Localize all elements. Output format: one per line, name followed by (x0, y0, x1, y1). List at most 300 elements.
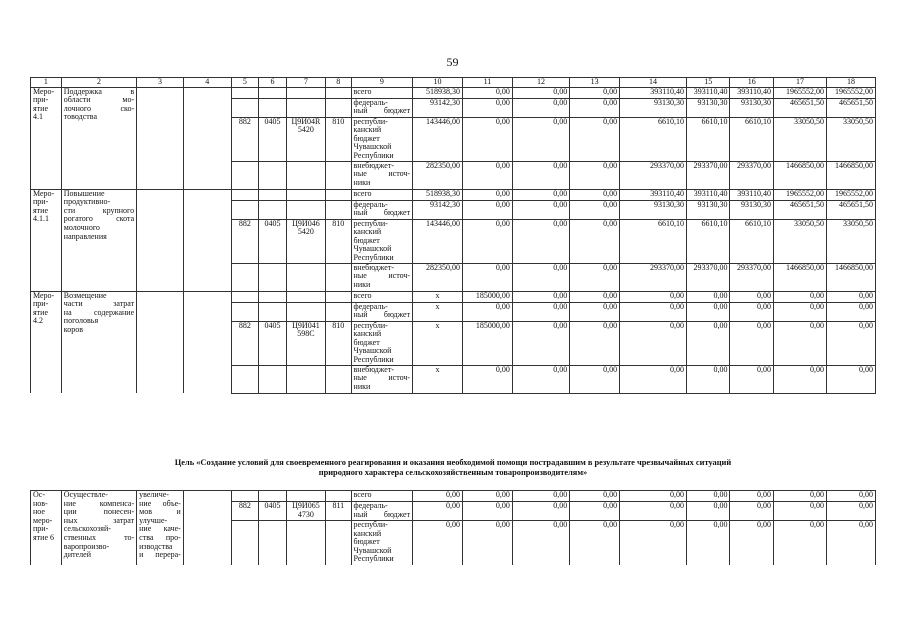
event-target-indicator (137, 491, 184, 565)
event-id-line: Ос- (33, 490, 45, 499)
column-number: 1 (31, 78, 62, 88)
amount-cell: 0,00 (512, 502, 569, 521)
funding-source (351, 365, 413, 393)
amount-cell: 282350,00 (413, 263, 463, 291)
funding-source-line: канский (353, 528, 382, 538)
amount-cell: 185000,00 (462, 291, 512, 302)
event-title-line: Поддержка в (63, 87, 135, 96)
event-id-line: при- (33, 197, 49, 207)
event-id (31, 491, 62, 565)
funding-source-line: всего (353, 490, 372, 499)
event-id-line: ятие (33, 103, 49, 113)
amount-cell: 1965552,00 (827, 87, 876, 98)
goal-heading (60, 458, 846, 478)
event-title (61, 87, 136, 189)
amount-cell: 0,00 (570, 365, 620, 393)
event-id-line: меро- (33, 515, 53, 525)
amount-cell: 0,00 (773, 321, 826, 365)
column-number: 4 (183, 78, 231, 88)
expense-type-code: 810 (326, 117, 351, 161)
gr-code: 882 (231, 219, 259, 263)
event-title-line: области мо- (63, 95, 135, 105)
column-number: 9 (351, 78, 413, 88)
amount-cell: 93142,30 (413, 200, 463, 219)
amount-cell: 0,00 (462, 263, 512, 291)
expense-type-code (326, 263, 351, 291)
target-article-code (286, 189, 325, 200)
funding-source (351, 189, 413, 200)
gr-code (231, 291, 259, 302)
amount-cell: 1466850,00 (773, 263, 826, 291)
expense-type-code (326, 291, 351, 302)
event-id-line: нов- (33, 498, 48, 508)
amount-cell: 0,00 (570, 189, 620, 200)
amount-cell: 0,00 (512, 302, 569, 321)
column-number: 14 (620, 78, 687, 88)
funding-source (351, 219, 413, 263)
section-code (259, 87, 287, 98)
funding-source-line: республи- (353, 520, 388, 529)
expense-type-code: 810 (326, 321, 351, 365)
gr-code (231, 161, 259, 189)
funding-source-line: бюджет (353, 337, 380, 347)
amount-cell: 6610,10 (620, 117, 687, 161)
amount-cell: 0,00 (570, 321, 620, 365)
funding-source-line: ный бюджет (353, 509, 411, 519)
table-row (31, 189, 876, 200)
amount-cell: 1466850,00 (827, 161, 876, 189)
amount-cell: 0,00 (462, 365, 512, 393)
amount-cell: 0,00 (620, 365, 687, 393)
funding-source-line: канский (353, 125, 382, 135)
target-article-code (286, 302, 325, 321)
column-number: 5 (231, 78, 259, 88)
amount-cell: 0,00 (827, 491, 876, 502)
amount-cell: х (413, 365, 463, 393)
funding-source-line: ные источ- (353, 169, 411, 179)
funding-source-line: ники (353, 279, 371, 289)
target-article-code (286, 219, 325, 263)
amount-cell: 93130,30 (620, 98, 687, 117)
amount-cell: 293370,00 (620, 161, 687, 189)
section-code: 0405 (259, 117, 287, 161)
event-target-indicator-line: ние объе- (139, 498, 181, 508)
event-target-indicator-line: улучше- (139, 515, 168, 525)
expense-type-code (326, 521, 351, 565)
target-article-code-line: 598С (297, 329, 315, 339)
event-id-line: Меро- (33, 189, 55, 198)
event-id-line: при- (33, 95, 49, 105)
amount-cell: 143446,00 (413, 219, 463, 263)
amount-cell: 0,00 (570, 117, 620, 161)
amount-cell: 0,00 (462, 98, 512, 117)
funding-source (351, 291, 413, 302)
section-code (259, 98, 287, 117)
event-id-line: 4.1.1 (33, 214, 49, 224)
funding-source (351, 491, 413, 502)
amount-cell: 0,00 (686, 502, 730, 521)
target-article-code (286, 87, 325, 98)
amount-cell: 0,00 (570, 87, 620, 98)
amount-cell: 0,00 (512, 291, 569, 302)
funding-source-line: Чувашской (353, 142, 392, 152)
funding-source-line: федераль- (353, 302, 388, 311)
event-id-line: ятие 6 (33, 532, 55, 542)
gr-code (231, 491, 259, 502)
amount-cell: 0,00 (512, 161, 569, 189)
expense-type-code (326, 98, 351, 117)
event-target-indicator-line: ние каче- (139, 524, 181, 534)
section-code (259, 365, 287, 393)
target-article-code (286, 161, 325, 189)
column-number: 12 (512, 78, 569, 88)
column-number: 2 (61, 78, 136, 88)
funding-source-line: ные источ- (353, 373, 411, 383)
amount-cell: 0,00 (686, 302, 730, 321)
amount-cell: 465651,50 (827, 200, 876, 219)
funding-source-line: Республики (353, 554, 394, 564)
event-title-line: Возмещение (63, 291, 107, 300)
funding-source (351, 200, 413, 219)
section-code: 0405 (259, 219, 287, 263)
amount-cell: 0,00 (730, 291, 774, 302)
target-article-code-line: Ц9И04R (291, 117, 321, 126)
amount-cell: 93130,30 (686, 98, 730, 117)
amount-cell: 0,00 (773, 491, 826, 502)
amount-cell: 0,00 (512, 117, 569, 161)
target-article-code (286, 263, 325, 291)
amount-cell: 393110,40 (686, 189, 730, 200)
amount-cell: х (413, 302, 463, 321)
amount-cell: 0,00 (570, 521, 620, 565)
amount-cell: 0,00 (686, 321, 730, 365)
gr-code (231, 87, 259, 98)
target-article-code (286, 521, 325, 565)
budget-table-main (30, 77, 876, 394)
amount-cell: 0,00 (773, 302, 826, 321)
funding-source-line: Чувашской (353, 346, 392, 356)
gr-code (231, 365, 259, 393)
amount-cell: 0,00 (730, 365, 774, 393)
amount-cell: 0,00 (512, 365, 569, 393)
amount-cell: 0,00 (570, 502, 620, 521)
event-title-line: дителей (63, 550, 92, 560)
amount-cell: 0,00 (462, 491, 512, 502)
amount-cell: 0,00 (827, 321, 876, 365)
amount-cell: 0,00 (620, 321, 687, 365)
event-id (31, 87, 62, 189)
gr-code: 882 (231, 117, 259, 161)
funding-source (351, 161, 413, 189)
amount-cell: 518938,30 (413, 87, 463, 98)
amount-cell: 93142,30 (413, 98, 463, 117)
funding-source-line: бюджет (353, 537, 380, 547)
section-code (259, 200, 287, 219)
amount-cell: 465651,50 (827, 98, 876, 117)
target-article-code-line: Ц9И046 (292, 219, 320, 228)
funding-source-line: всего (353, 87, 372, 96)
amount-cell: 0,00 (730, 502, 774, 521)
funding-source-line: всего (353, 189, 372, 198)
event-title-line: молочного (63, 222, 100, 232)
gr-code: 882 (231, 502, 259, 521)
amount-cell: 0,00 (512, 189, 569, 200)
event-title-line: Осуществле- (63, 490, 108, 499)
target-article-code (286, 321, 325, 365)
expense-type-code: 811 (326, 502, 351, 521)
amount-cell: 0,00 (462, 117, 512, 161)
event-title (61, 189, 136, 291)
expense-type-code: 810 (326, 219, 351, 263)
expense-type-code (326, 365, 351, 393)
amount-cell: 0,00 (570, 291, 620, 302)
amount-cell: 0,00 (730, 491, 774, 502)
target-article-code (286, 491, 325, 502)
funding-source-line: федераль- (353, 200, 388, 209)
amount-cell: 0,00 (827, 365, 876, 393)
funding-source-line: ники (353, 177, 371, 187)
gr-code (231, 98, 259, 117)
amount-cell: 0,00 (413, 502, 463, 521)
funding-source-line: ный бюджет (353, 310, 411, 320)
amount-cell: 0,00 (512, 321, 569, 365)
target-article-code (286, 365, 325, 393)
amount-cell: 0,00 (620, 491, 687, 502)
funding-source-line: федераль- (353, 501, 388, 510)
event-id-line: при- (33, 299, 49, 309)
column-number: 13 (570, 78, 620, 88)
amount-cell: 143446,00 (413, 117, 463, 161)
amount-cell: 93130,30 (620, 200, 687, 219)
event-id-line: 4.1 (33, 112, 43, 122)
amount-cell: 0,00 (686, 491, 730, 502)
funding-source (351, 321, 413, 365)
event-title-line: ственных то- (63, 532, 135, 542)
funding-source-line: ный бюджет (353, 106, 411, 116)
amount-cell: 0,00 (512, 200, 569, 219)
funding-source-line: Республики (353, 150, 394, 160)
amount-cell: 6610,10 (686, 117, 730, 161)
column-number: 6 (259, 78, 287, 88)
event-title-line: ции понесен- (63, 507, 135, 517)
event-title-line: части затрат (63, 299, 135, 309)
expense-type-code (326, 161, 351, 189)
amount-cell: 6610,10 (730, 117, 774, 161)
amount-cell: 0,00 (730, 521, 774, 565)
section-code (259, 521, 287, 565)
funding-source (351, 117, 413, 161)
section-code (259, 263, 287, 291)
amount-cell: 0,00 (827, 502, 876, 521)
funding-source-line: всего (353, 291, 372, 300)
target-article-code-line: Ц9И065 (292, 501, 320, 510)
funding-source-line: внебюджет- (353, 263, 394, 272)
amount-cell: 33050,50 (827, 219, 876, 263)
funding-source-line: ный бюджет (353, 208, 411, 218)
event-id-line: ятие (33, 205, 49, 215)
amount-cell: 282350,00 (413, 161, 463, 189)
amount-cell: 0,00 (686, 365, 730, 393)
amount-cell: 0,00 (462, 87, 512, 98)
amount-cell: 0,00 (620, 521, 687, 565)
column-number: 8 (326, 78, 351, 88)
event-title-line: товодства (63, 112, 98, 122)
funding-source-line: внебюджет- (353, 161, 394, 170)
amount-cell: 293370,00 (620, 263, 687, 291)
amount-cell: 465651,50 (773, 200, 826, 219)
amount-cell: 0,00 (827, 302, 876, 321)
column-number: 11 (462, 78, 512, 88)
amount-cell: 0,00 (827, 291, 876, 302)
amount-cell: 0,00 (570, 200, 620, 219)
target-article-code (286, 200, 325, 219)
amount-cell: 393110,40 (686, 87, 730, 98)
target-article-code-line: 4730 (297, 509, 314, 519)
amount-cell: 0,00 (462, 219, 512, 263)
event-title (61, 491, 136, 565)
amount-cell: 93130,30 (686, 200, 730, 219)
amount-cell: 0,00 (686, 291, 730, 302)
section-code (259, 291, 287, 302)
amount-cell: 0,00 (462, 302, 512, 321)
column-number: 15 (686, 78, 730, 88)
amount-cell: 0,00 (462, 189, 512, 200)
funding-source-line: Республики (353, 354, 394, 364)
funding-source (351, 98, 413, 117)
amount-cell: 0,00 (462, 200, 512, 219)
target-article-code (286, 117, 325, 161)
event-title-line: варопроизво- (63, 541, 110, 551)
amount-cell: 0,00 (620, 502, 687, 521)
funding-source-line: ные источ- (353, 271, 411, 281)
amount-cell: 0,00 (462, 502, 512, 521)
amount-cell: 6610,10 (686, 219, 730, 263)
amount-cell: 0,00 (730, 302, 774, 321)
table-row (31, 491, 876, 502)
expense-type-code (326, 87, 351, 98)
funding-source-line: ники (353, 381, 371, 391)
funding-source (351, 87, 413, 98)
amount-cell: 1965552,00 (773, 87, 826, 98)
amount-cell: 0,00 (773, 291, 826, 302)
amount-cell: 1466850,00 (827, 263, 876, 291)
amount-cell: 0,00 (827, 521, 876, 565)
amount-cell: 93130,30 (730, 98, 774, 117)
column-numbers-row (31, 78, 876, 88)
event-id-line: Меро- (33, 87, 55, 96)
expense-type-code (326, 491, 351, 502)
empty-cell-col4 (183, 491, 231, 565)
amount-cell: 0,00 (512, 219, 569, 263)
event-target-indicator-line: и перера- (139, 550, 181, 560)
funding-source (351, 521, 413, 565)
amount-cell: 33050,50 (773, 117, 826, 161)
event-title-line: Повышение (63, 189, 105, 198)
funding-source-line: Чувашской (353, 545, 392, 555)
goal-line-2: природного характера сельскохозяйственным товаропроизводителям» (318, 468, 588, 477)
amount-cell: 0,00 (620, 302, 687, 321)
funding-source (351, 263, 413, 291)
funding-source-line: канский (353, 227, 382, 237)
target-article-code (286, 98, 325, 117)
event-title (61, 291, 136, 393)
amount-cell: 0,00 (620, 291, 687, 302)
budget-table-event-6 (30, 490, 876, 565)
section-code (259, 302, 287, 321)
column-number: 10 (413, 78, 463, 88)
amount-cell: 393110,40 (620, 189, 687, 200)
event-id-line: при- (33, 524, 49, 534)
funding-source-line: бюджет (353, 235, 380, 245)
section-code (259, 161, 287, 189)
amount-cell: 0,00 (512, 98, 569, 117)
event-id (31, 189, 62, 291)
amount-cell: 0,00 (462, 521, 512, 565)
funding-source-line: канский (353, 329, 382, 339)
section-code: 0405 (259, 321, 287, 365)
gr-code (231, 302, 259, 321)
event-title-line: направления (63, 231, 107, 241)
funding-source-line: Чувашской (353, 244, 392, 254)
gr-code (231, 263, 259, 291)
section-code: 0405 (259, 502, 287, 521)
event-target-indicator-line: ства про- (139, 532, 181, 542)
funding-source-line: республи- (353, 219, 388, 228)
amount-cell: 1466850,00 (773, 161, 826, 189)
event-title-line: ных затрат (63, 515, 135, 525)
event-title-line: лочного ско- (63, 103, 135, 113)
amount-cell: 0,00 (512, 521, 569, 565)
amount-cell: 518938,30 (413, 189, 463, 200)
expense-type-code (326, 200, 351, 219)
empty-cell-col3 (137, 291, 184, 393)
gr-code (231, 200, 259, 219)
amount-cell: 393110,40 (730, 87, 774, 98)
target-article-code-line: 5420 (297, 125, 314, 135)
amount-cell: 465651,50 (773, 98, 826, 117)
amount-cell: 185000,00 (462, 321, 512, 365)
event-id-line: 4.2 (33, 316, 43, 326)
amount-cell: 0,00 (570, 219, 620, 263)
page-number: 59 (446, 55, 459, 69)
amount-cell: 0,00 (413, 521, 463, 565)
funding-source-line: Республики (353, 252, 394, 262)
funding-source-line: республи- (353, 117, 388, 126)
event-target-indicator-line: увеличе- (139, 490, 169, 499)
amount-cell: 0,00 (570, 263, 620, 291)
amount-cell: 0,00 (686, 521, 730, 565)
column-number: 7 (286, 78, 325, 88)
amount-cell: 293370,00 (686, 263, 730, 291)
empty-cell-col4 (183, 189, 231, 291)
column-number: 18 (827, 78, 876, 88)
funding-source-line: внебюджет- (353, 365, 394, 374)
amount-cell: 293370,00 (686, 161, 730, 189)
empty-cell-col3 (137, 87, 184, 189)
event-id (31, 291, 62, 393)
empty-cell-col4 (183, 87, 231, 189)
amount-cell: 0,00 (773, 502, 826, 521)
funding-source (351, 502, 413, 521)
empty-cell-col4 (183, 291, 231, 393)
amount-cell: 6610,10 (620, 219, 687, 263)
funding-source-line: республи- (353, 321, 388, 330)
event-id-line: Меро- (33, 291, 55, 300)
goal-line-1: Цель «Создание условий для своевременного реагирования и оказания необходимой помощи пострадавшим в результате чрезвычайных ситуаций (174, 458, 732, 467)
amount-cell: 1965552,00 (773, 189, 826, 200)
amount-cell: 0,00 (512, 263, 569, 291)
event-title-line: коров (63, 324, 84, 334)
